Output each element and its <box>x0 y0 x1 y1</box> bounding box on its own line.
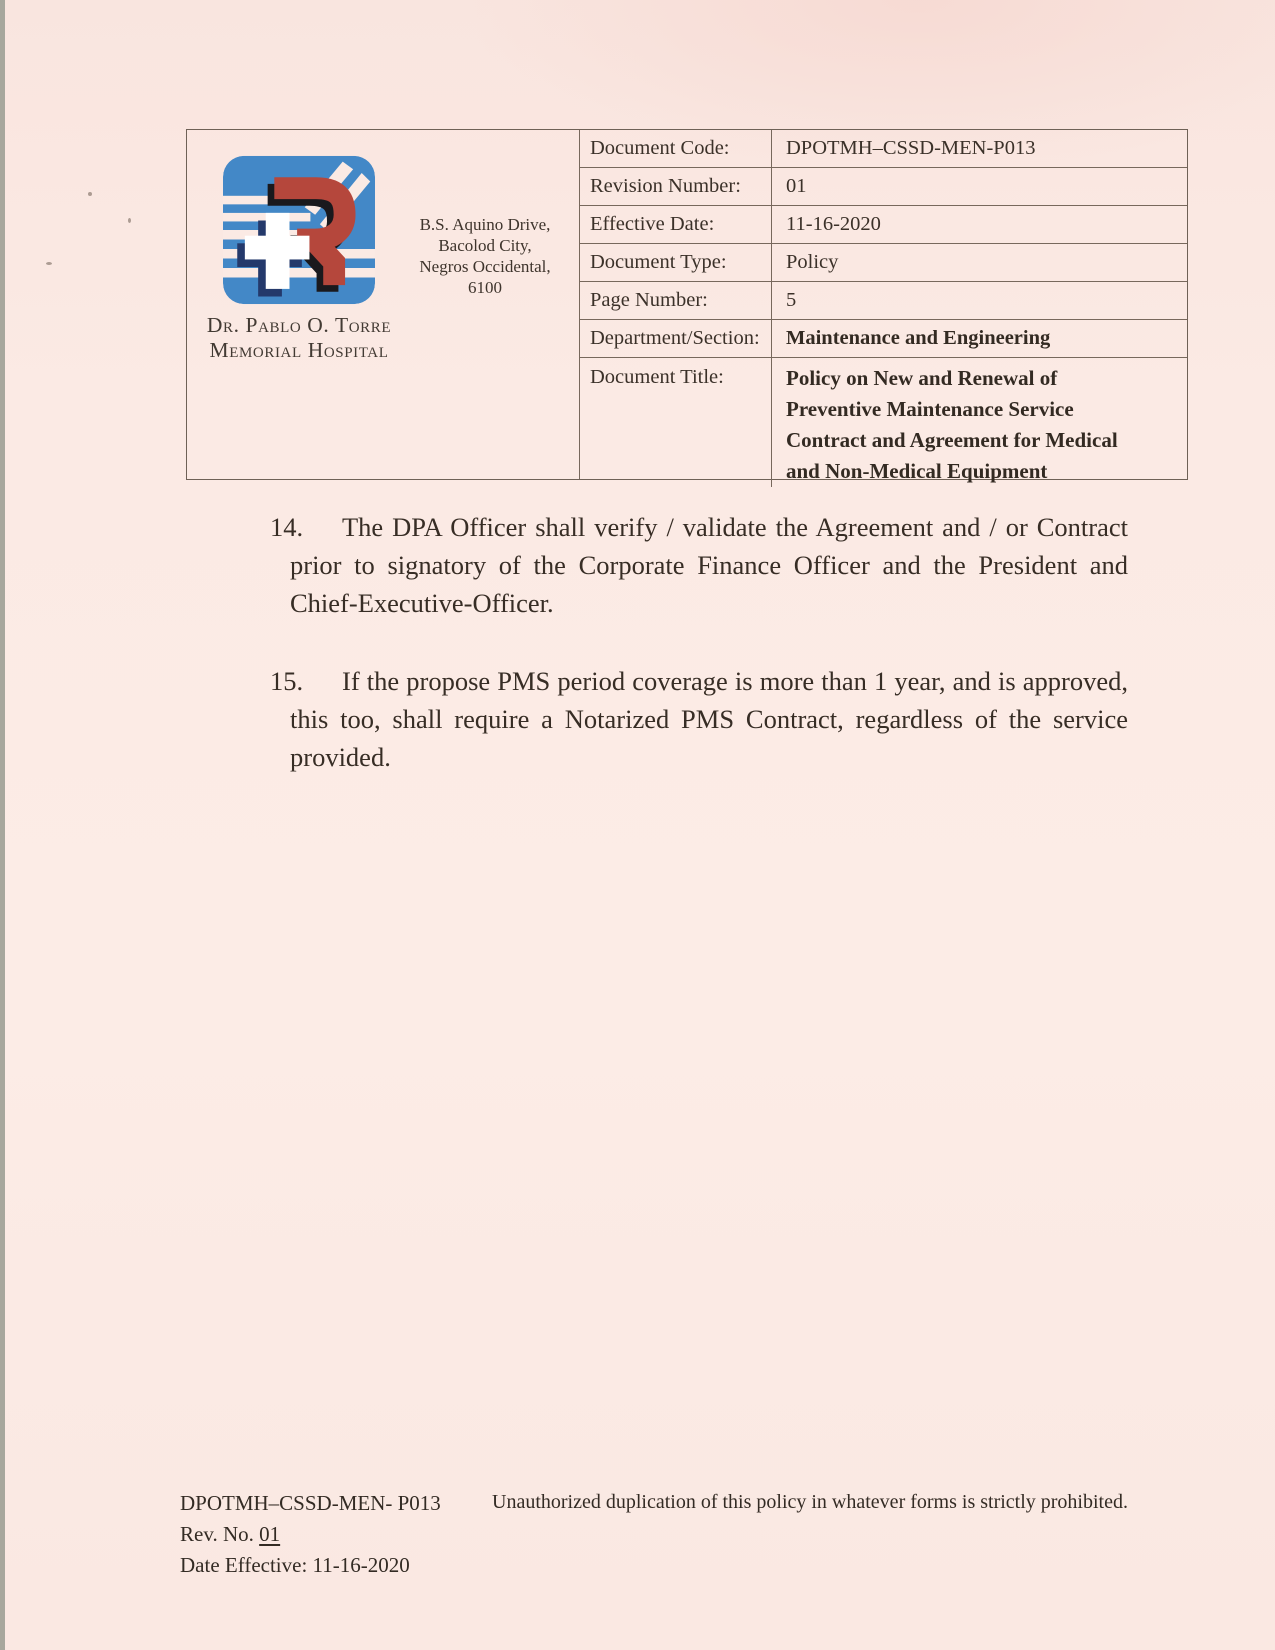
policy-item-14 <box>270 508 1128 622</box>
policy-item-15 <box>270 662 1128 776</box>
address-line: Negros Occidental, <box>419 257 551 276</box>
footer-date-effective: Date Effective: 11-16-2020 <box>180 1553 410 1577</box>
field-label: Effective Date: <box>580 206 772 243</box>
document-fields <box>580 130 1187 483</box>
footer-doc-code: DPOTMH–CSSD-MEN- P013 <box>180 1491 441 1515</box>
field-row-effective-date <box>580 206 1187 244</box>
field-row-page-number <box>580 282 1187 320</box>
field-row-document-type <box>580 244 1187 282</box>
item-number: 15. <box>270 666 304 696</box>
field-label: Department/Section: <box>580 320 772 357</box>
footer-rev-label: Rev. No. <box>180 1522 260 1546</box>
field-label: Document Title: <box>580 358 772 487</box>
document-header-table <box>186 129 1188 483</box>
item-number: 14. <box>270 512 304 542</box>
hospital-name-line2: Memorial Hospital <box>209 338 389 362</box>
footer-document-info <box>180 1488 441 1581</box>
hospital-name-line1: Dr. Pablo O. Torre <box>206 313 392 337</box>
field-row-department-section <box>580 320 1187 358</box>
address-line: B.S. Aquino Drive, <box>419 215 551 234</box>
field-value: 01 <box>786 175 807 197</box>
field-value: DPOTMH–CSSD-MEN-P013 <box>786 137 1036 159</box>
scan-edge-strip <box>0 0 5 1650</box>
field-value: Maintenance and Engineering <box>786 327 1051 349</box>
scan-speck <box>88 192 92 196</box>
field-value: Policy on New and Renewal of Preventive Maintenance Service Contract and Agreement for Medical and Non-Medical Equipment <box>786 366 1118 483</box>
policy-body <box>270 508 1128 816</box>
field-row-document-title <box>580 358 1187 487</box>
scan-speck <box>128 218 131 223</box>
hospital-address <box>405 214 579 479</box>
field-label: Revision Number: <box>580 168 772 205</box>
hospital-name <box>207 313 391 363</box>
field-value: 5 <box>786 289 797 311</box>
item-text: The DPA Officer shall verify / validate the Agreement and / or Contract prior to signatory of the Corporate Finance Officer and the President and Chief-Executive-Officer. <box>290 512 1128 618</box>
scan-speck <box>46 262 52 265</box>
field-label: Document Type: <box>580 244 772 281</box>
field-label: Document Code: <box>580 130 772 167</box>
field-value: Policy <box>786 251 839 273</box>
field-label: Page Number: <box>580 282 772 319</box>
logo-block <box>193 154 405 479</box>
address-line: 6100 <box>468 278 502 297</box>
logo-cell <box>187 130 580 479</box>
field-row-revision-number <box>580 168 1187 206</box>
footer-revision <box>180 1519 441 1550</box>
field-row-document-code <box>580 130 1187 168</box>
field-value: 11-16-2020 <box>786 213 881 235</box>
footer-rev-value: 01 <box>259 1522 281 1546</box>
footer-disclaimer: Unauthorized duplication of this policy in whatever forms is strictly prohibited. <box>492 1491 1128 1513</box>
hospital-logo-icon <box>217 154 381 306</box>
item-text: If the propose PMS period coverage is more than 1 year, and is approved, this too, shall require a Notarized PMS Contract, regardless of the service provided. <box>290 666 1128 772</box>
address-line: Bacolod City, <box>438 236 532 255</box>
